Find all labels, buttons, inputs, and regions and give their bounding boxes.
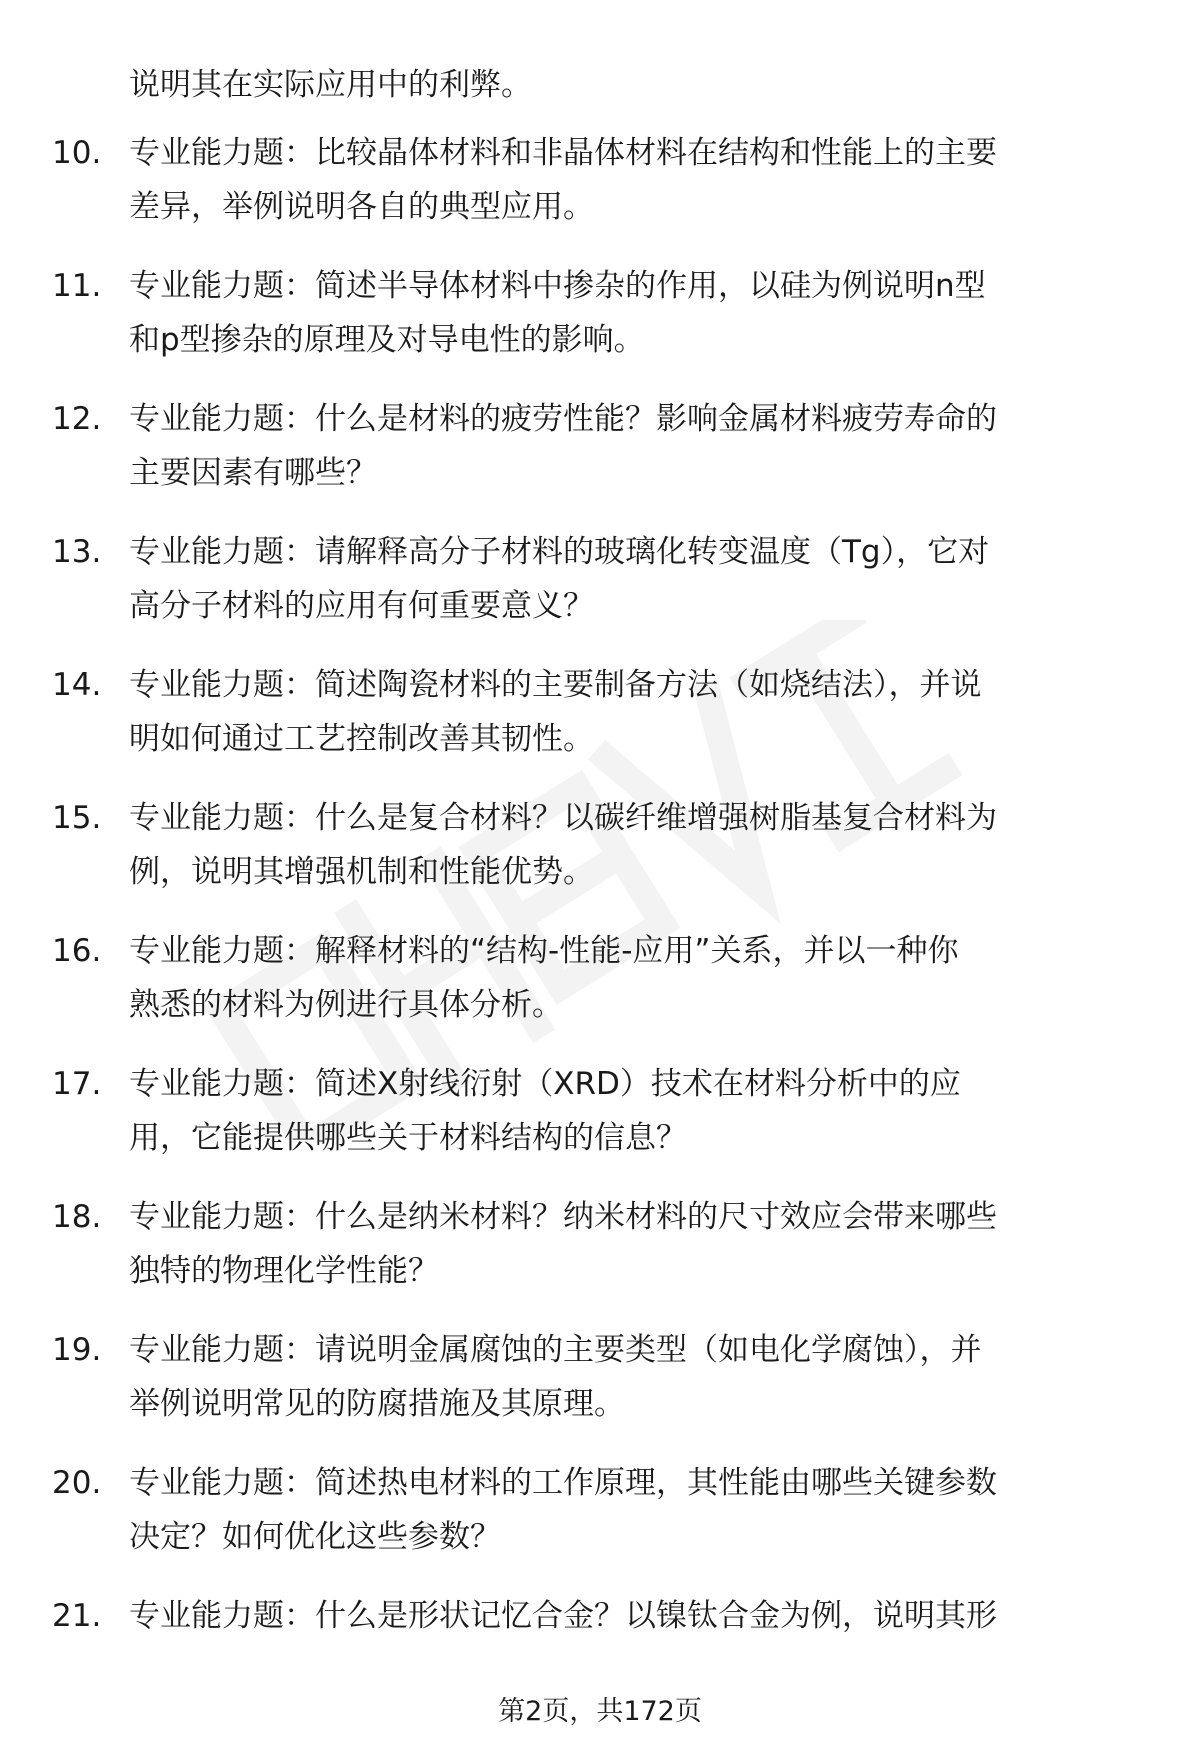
question-item <box>0 1323 1200 1456</box>
question-text-line: 例，说明其增强机制和性能优势。 <box>129 854 594 890</box>
question-text-line: 高分子材料的应用有何重要意义？ <box>129 588 594 624</box>
question-text-line: 专业能力题：解释材料的“结构-性能-应用”关系，并以一种你 <box>129 933 959 969</box>
question-number: 15. <box>52 800 102 836</box>
question-number: 18. <box>52 1199 102 1235</box>
question-text <box>129 1323 1139 1431</box>
question-text-line: 差异，举例说明各自的典型应用。 <box>129 189 594 225</box>
question-text <box>129 392 1139 500</box>
question-item <box>0 392 1200 525</box>
question-number: 11. <box>52 268 102 304</box>
question-item <box>0 525 1200 658</box>
question-number: 12. <box>52 401 102 437</box>
question-text-line: 专业能力题：简述X射线衍射（XRD）技术在材料分析中的应 <box>129 1066 961 1102</box>
question-text <box>129 525 1139 633</box>
question-item <box>0 259 1200 392</box>
question-text-line: 决定？如何优化这些参数？ <box>129 1519 501 1555</box>
question-item <box>0 658 1200 791</box>
question-number: 13. <box>52 534 102 570</box>
question-text-line: 主要因素有哪些？ <box>129 455 377 491</box>
question-item <box>0 1057 1200 1190</box>
question-number: 10. <box>52 135 102 171</box>
question-text-line: 独特的物理化学性能？ <box>129 1253 439 1289</box>
question-text-line: 明如何通过工艺控制改善其韧性。 <box>129 721 594 757</box>
question-item <box>0 126 1200 259</box>
question-text <box>129 1057 1139 1165</box>
question-text <box>129 1190 1139 1298</box>
question-number: 16. <box>52 933 102 969</box>
question-text-line: 专业能力题：什么是材料的疲劳性能？影响金属材料疲劳寿命的 <box>129 401 997 437</box>
question-text-line: 专业能力题：请说明金属腐蚀的主要类型（如电化学腐蚀），并 <box>129 1332 982 1368</box>
question-text <box>129 658 1139 766</box>
question-text-line: 和p型掺杂的原理及对导电性的影响。 <box>129 322 645 358</box>
question-text-line: 专业能力题：什么是纳米材料？纳米材料的尺寸效应会带来哪些 <box>129 1199 997 1235</box>
question-item <box>0 924 1200 1057</box>
question-number: 17. <box>52 1066 102 1102</box>
question-text <box>129 126 1139 234</box>
question-number: 21. <box>52 1598 102 1634</box>
question-text <box>129 1456 1139 1564</box>
question-number: 14. <box>52 667 102 703</box>
question-text-line: 专业能力题：简述半导体材料中掺杂的作用，以硅为例说明n型 <box>129 268 986 304</box>
question-text-line: 用，它能提供哪些关于材料结构的信息？ <box>129 1120 687 1156</box>
question-text-line: 专业能力题：什么是形状记忆合金？以镍钛合金为例，说明其形 <box>129 1598 997 1634</box>
question-text-line: 专业能力题：什么是复合材料？以碳纤维增强树脂基复合材料为 <box>129 800 997 836</box>
question-text <box>129 791 1139 899</box>
question-item <box>0 1190 1200 1323</box>
question-item <box>0 1456 1200 1589</box>
question-text-line: 专业能力题：简述陶瓷材料的主要制备方法（如烧结法），并说 <box>129 667 982 703</box>
question-item <box>0 791 1200 924</box>
question-text-line: 专业能力题：比较晶体材料和非晶体材料在结构和性能上的主要 <box>129 135 997 171</box>
question-text-line: 专业能力题：简述热电材料的工作原理，其性能由哪些关键参数 <box>129 1465 997 1501</box>
page-number-footer: 第2页，共172页 <box>498 1696 702 1727</box>
question-text <box>129 259 1139 367</box>
question-text-line: 举例说明常见的防腐措施及其原理。 <box>129 1386 625 1422</box>
question-text <box>129 1589 1139 1643</box>
question-list <box>0 126 1200 1722</box>
question-text <box>129 924 1139 1032</box>
question-text-line: 专业能力题：请解释高分子材料的玻璃化转变温度（Tg），它对 <box>129 534 990 570</box>
question-text-line: 熟悉的材料为例进行具体分析。 <box>129 987 563 1023</box>
question-number: 19. <box>52 1332 102 1368</box>
question-number: 20. <box>52 1465 102 1501</box>
continuation-text: 说明其在实际应用中的利弊。 <box>129 67 532 103</box>
